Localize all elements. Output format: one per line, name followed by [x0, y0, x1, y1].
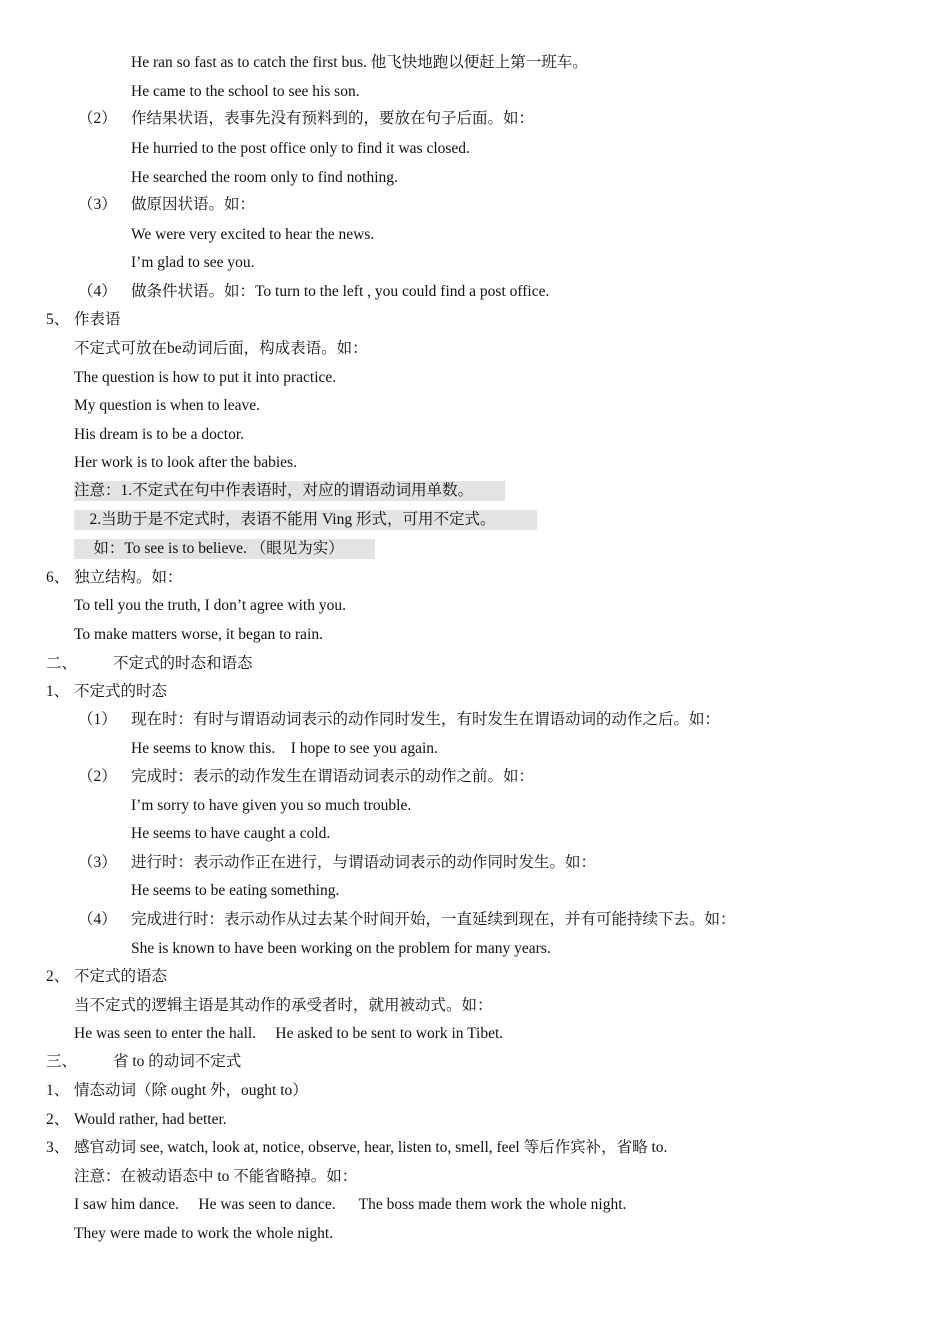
example-sentence: To tell you the truth, I don’t agree with you.: [74, 597, 346, 614]
note-highlight: 注意：1.不定式在句中作表语时，对应的谓语动词用单数。: [74, 481, 505, 501]
item-heading: 完成时：表示的动作发生在谓语动词表示的动作之前。如：: [131, 768, 535, 785]
chapter-heading: 省 to 的动词不定式: [113, 1053, 242, 1070]
example-sentence: The question is how to put it into practice.: [74, 369, 337, 386]
section-heading: 独立结构。如：: [74, 569, 183, 586]
item-heading: 作结果状语，表事先没有预料到的，要放在句子后面。如：: [131, 110, 535, 127]
example-sentence: I’m glad to see you.: [131, 254, 255, 271]
example-sentence: To make matters worse, it began to rain.: [74, 626, 323, 643]
item-number: （1）: [78, 711, 117, 728]
example-sentence: My question is when to leave.: [74, 397, 260, 414]
section-number: 6、: [46, 569, 70, 586]
section-number: 1、: [46, 683, 70, 700]
section-heading: 感官动词 see, watch, look at, notice, observe, hear, listen to, smell, feel 等后作宾补，省略 to.: [74, 1139, 668, 1156]
note: 注意：在被动语态中 to 不能省略掉。如：: [74, 1168, 358, 1185]
item-number: （3）: [78, 196, 117, 213]
item-heading: 进行时：表示动作正在进行，与谓语动词表示的动作同时发生。如：: [131, 854, 597, 871]
section-heading: 情态动词（除 ought 外，ought to）: [74, 1082, 308, 1099]
example-sentence: I’m sorry to have given you so much trouble.: [131, 797, 412, 814]
example-sentence: He ran so fast as to catch the first bus. 他飞快地跑以便赶上第一班车。: [131, 54, 588, 71]
section-number: 3、: [46, 1139, 70, 1156]
section-heading: 不定式的时态: [74, 683, 168, 700]
item-number: （4）: [78, 283, 117, 300]
example-sentence: He seems to have caught a cold.: [131, 825, 331, 842]
section-heading: 不定式的语态: [74, 968, 168, 985]
item-number: （2）: [78, 768, 117, 785]
item-number: （3）: [78, 854, 117, 871]
section-heading: 作表语: [74, 311, 121, 328]
item-heading: 现在时：有时与谓语动词表示的动作同时发生，有时发生在谓语动词的动作之后。如：: [131, 711, 721, 728]
section-number: 2、: [46, 968, 70, 985]
example-sentence: He was seen to enter the hall. He asked to be sent to work in Tibet.: [74, 1025, 504, 1042]
section-number: 2、: [46, 1111, 70, 1128]
item-number: （2）: [78, 110, 117, 127]
item-heading: 做条件状语。如：To turn to the left , you could find a post office.: [131, 283, 550, 300]
example-sentence: He came to the school to see his son.: [131, 83, 360, 100]
example-sentence: His dream is to be a doctor.: [74, 426, 245, 443]
example-sentence: They were made to work the whole night.: [74, 1225, 334, 1242]
item-heading: 完成进行时：表示动作从过去某个时间开始，一直延续到现在，并有可能持续下去。如：: [131, 911, 736, 928]
chapter-number: 二、: [46, 655, 78, 672]
paragraph: 不定式可放在be动词后面，构成表语。如：: [74, 340, 368, 357]
example-sentence: I saw him dance. He was seen to dance. The boss made them work the whole night.: [74, 1196, 627, 1213]
section-number: 5、: [46, 311, 70, 328]
example-sentence: He searched the room only to find nothing.: [131, 169, 398, 186]
note-highlight: 2.当助于是不定式时，表语不能用 Ving 形式，可用不定式。: [74, 510, 537, 530]
item-number: （4）: [78, 911, 117, 928]
chapter-heading: 不定式的时态和语态: [113, 655, 253, 672]
example-sentence: He seems to be eating something.: [131, 882, 340, 899]
section-number: 1、: [46, 1082, 70, 1099]
note-highlight: 如：To see is to believe. （眼见为实）: [74, 539, 375, 559]
example-sentence: She is known to have been working on the problem for many years.: [131, 940, 551, 957]
section-heading: Would rather, had better.: [74, 1111, 227, 1128]
example-sentence: He seems to know this. I hope to see you again.: [131, 740, 438, 757]
example-sentence: Her work is to look after the babies.: [74, 454, 297, 471]
chapter-number: 三、: [46, 1053, 78, 1070]
paragraph: 当不定式的逻辑主语是其动作的承受者时，就用被动式。如：: [74, 997, 493, 1014]
example-sentence: We were very excited to hear the news.: [131, 226, 375, 243]
example-sentence: He hurried to the post office only to find it was closed.: [131, 140, 470, 157]
item-heading: 做原因状语。如：: [131, 196, 256, 213]
